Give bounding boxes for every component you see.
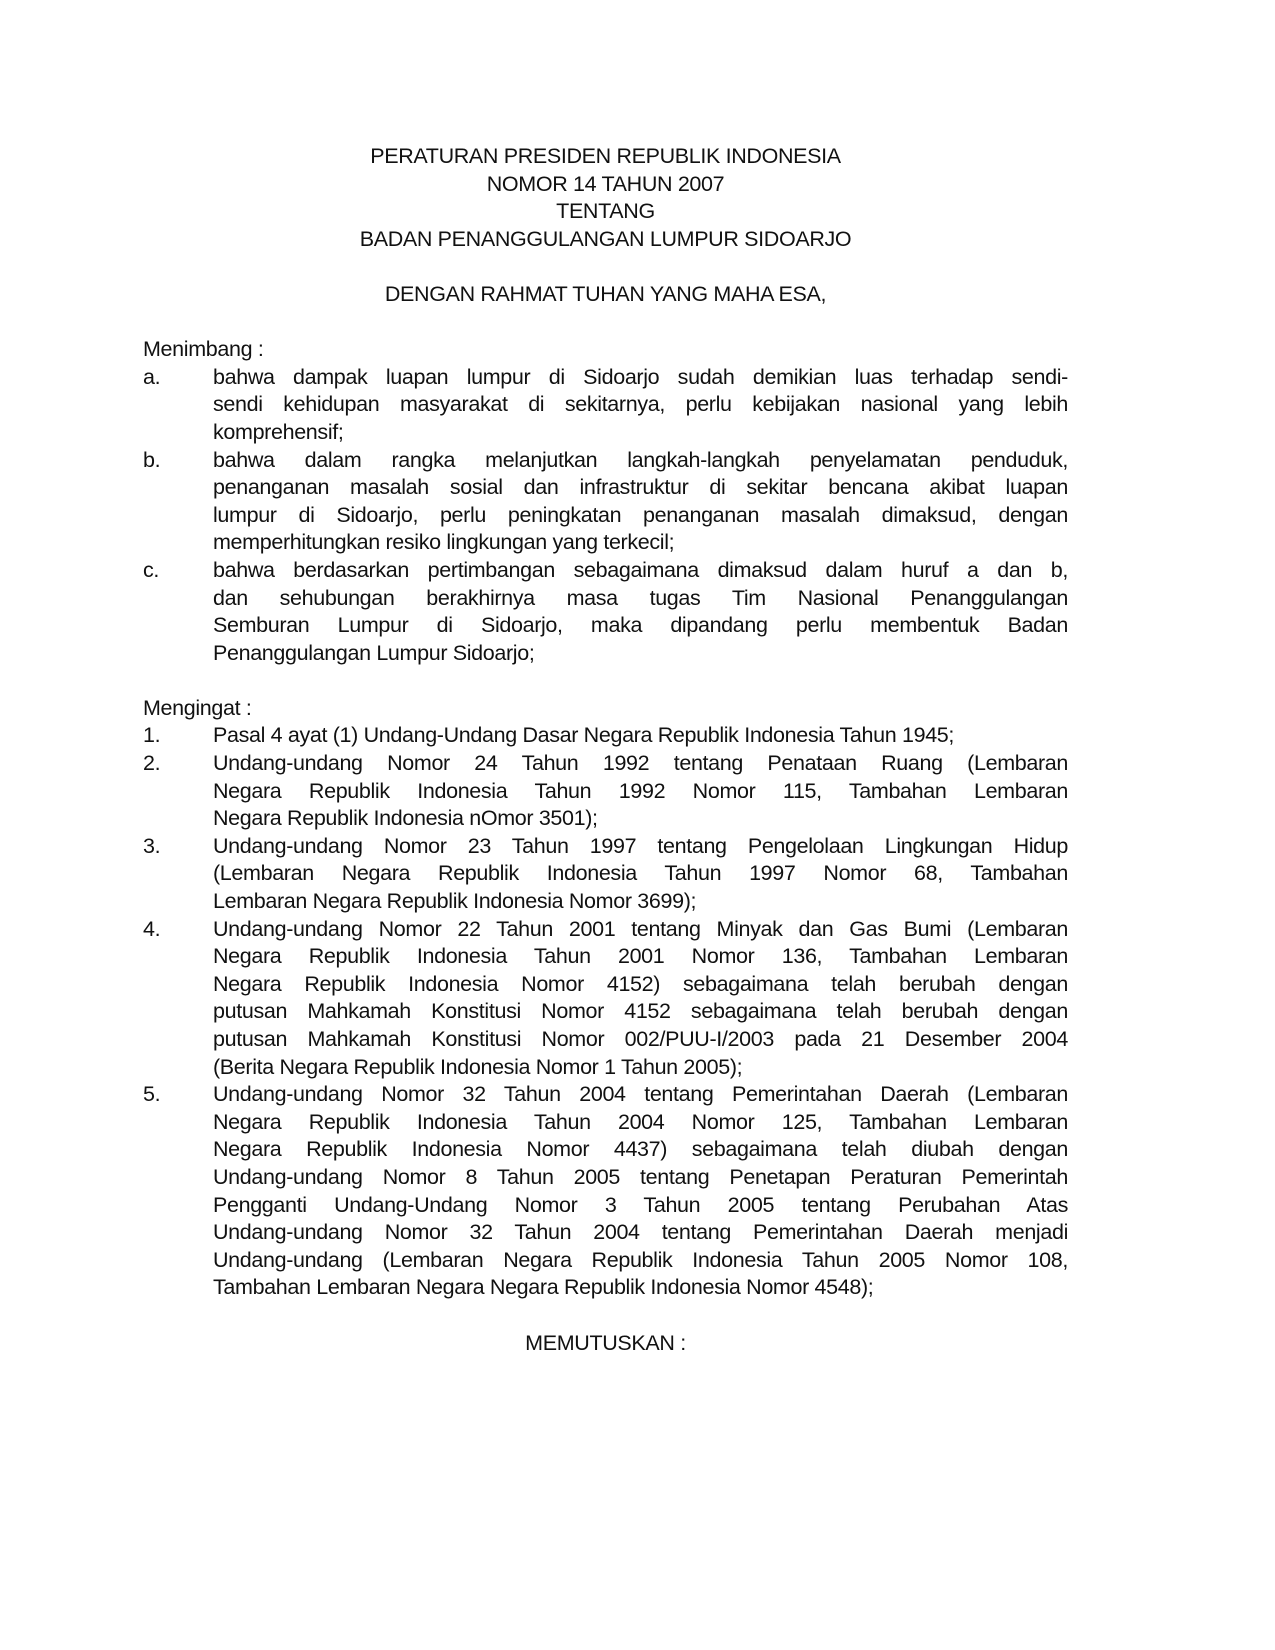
item-text-line: Pengganti Undang-Undang Nomor 3 Tahun 2005 tentang Perubahan Atas [213,1192,1068,1217]
item-text-line: Undang-undang Nomor 23 Tahun 1997 tentang Pengelolaan Lingkungan Hidup [213,833,1068,858]
item-text-line: Negara Republik Indonesia Tahun 2001 Nomor 136, Tambahan Lembaran [213,944,1068,969]
mengingat-item [143,833,1068,916]
title-line-3: TENTANG [556,199,655,224]
item-body [213,722,1068,750]
item-text-line: Undang-undang Nomor 32 Tahun 2004 tentang Pemerintahan Daerah menjadi [213,1220,1068,1245]
item-text-line: Undang-undang Nomor 8 Tahun 2005 tentang Penetapan Peraturan Pemerintah [213,1164,1068,1189]
item-text-line: Negara Republik Indonesia Nomor 4152) sebagaimana telah berubah dengan [213,971,1068,996]
item-text-line: bahwa dampak luapan lumpur di Sidoarjo sudah demikian luas terhadap sendi- [213,364,1068,389]
item-text-line: Undang-undang (Lembaran Negara Republik Indonesia Tahun 2005 Nomor 108, [213,1247,1068,1272]
item-marker: a. [143,364,161,389]
menimbang-item [143,447,1068,557]
title-line-1: PERATURAN PRESIDEN REPUBLIK INDONESIA [370,144,841,168]
item-marker: 4. [143,916,161,941]
item-body [213,833,1068,916]
item-text-line: Undang-undang Nomor 22 Tahun 2001 tentang Minyak dan Gas Bumi (Lembaran [213,916,1068,941]
mengingat-heading: Mengingat : [143,695,252,720]
title-line-2: NOMOR 14 TAHUN 2007 [486,171,725,196]
item-body [213,750,1068,833]
item-text-line: putusan Mahkamah Konstitusi Nomor 4152 sebagaimana telah berubah dengan [213,999,1068,1024]
menimbang-heading: Menimbang : [143,337,264,362]
mengingat-item [143,722,1068,750]
item-marker: 1. [143,723,161,748]
item-body [213,557,1068,667]
item-text-line: memperhitungkan resiko lingkungan yang terkecil; [213,530,675,555]
menimbang-item [143,557,1068,667]
item-marker: 5. [143,1082,161,1107]
item-text-line: Semburan Lumpur di Sidoarjo, maka dipandang perlu membentuk Badan [213,613,1068,638]
item-text-line: Undang-undang Nomor 32 Tahun 2004 tentang Pemerintahan Daerah (Lembaran [213,1082,1068,1107]
item-text-line: bahwa dalam rangka melanjutkan langkah-langkah penyelamatan penduduk, [213,447,1068,472]
item-text-line: Negara Republik Indonesia Tahun 2004 Nomor 125, Tambahan Lembaran [213,1109,1068,1134]
item-text-line: bahwa berdasarkan pertimbangan sebagaimana dimaksud dalam huruf a dan b, [213,557,1068,582]
item-text-line: lumpur di Sidoarjo, perlu peningkatan penanganan masalah dimaksud, dengan [213,502,1068,527]
mengingat-item [143,750,1068,833]
item-text-line: (Berita Negara Republik Indonesia Nomor 1 Tahun 2005); [213,1054,743,1079]
mengingat-list [143,722,1068,1301]
item-text-line: Pasal 4 ayat (1) Undang-Undang Dasar Negara Republik Indonesia Tahun 1945; [213,723,955,748]
item-text-line: putusan Mahkamah Konstitusi Nomor 002/PUU-I/2003 pada 21 Desember 2004 [213,1027,1068,1051]
item-body [213,1081,1068,1302]
item-marker: 2. [143,751,161,776]
item-marker: b. [143,447,161,472]
item-marker: c. [143,557,160,582]
item-text-line: Negara Republik Indonesia Nomor 4437) sebagaimana telah diubah dengan [213,1137,1068,1162]
title-line-4: BADAN PENANGGULANGAN LUMPUR SIDOARJO [359,226,852,251]
item-text-line: (Lembaran Negara Republik Indonesia Tahun 1997 Nomor 68, Tambahan [213,861,1068,886]
item-text-line: Negara Republik Indonesia nOmor 3501); [213,806,598,831]
item-text-line: komprehensif; [213,419,344,444]
item-text-line: Penanggulangan Lumpur Sidoarjo; [213,640,535,665]
item-text-line: penanganan masalah sosial dan infrastruktur di sekitar bencana akibat luapan [213,475,1068,500]
menimbang-item [143,364,1068,447]
document-page [143,143,1068,1357]
item-body [213,364,1068,447]
mengingat-item [143,1081,1068,1302]
menimbang-list [143,364,1068,668]
item-body [213,916,1068,1082]
item-text-line: Tambahan Lembaran Negara Negara Republik Indonesia Nomor 4548); [213,1275,874,1300]
item-text-line: sendi kehidupan masyarakat di sekitarnya, perlu kebijakan nasional yang lebih [213,392,1068,417]
item-text-line: Lembaran Negara Republik Indonesia Nomor 3699); [213,889,697,914]
invocation: DENGAN RAHMAT TUHAN YANG MAHA ESA, [384,281,827,306]
mengingat-item [143,916,1068,1082]
item-text-line: Negara Republik Indonesia Tahun 1992 Nomor 115, Tambahan Lembaran [213,778,1068,803]
item-text-line: Undang-undang Nomor 24 Tahun 1992 tentang Penataan Ruang (Lembaran [213,751,1068,776]
decision-heading: MEMUTUSKAN : [525,1330,686,1355]
item-body [213,447,1068,557]
item-marker: 3. [143,833,161,858]
item-text-line: dan sehubungan berakhirnya masa tugas Tim Nasional Penanggulangan [213,585,1068,610]
